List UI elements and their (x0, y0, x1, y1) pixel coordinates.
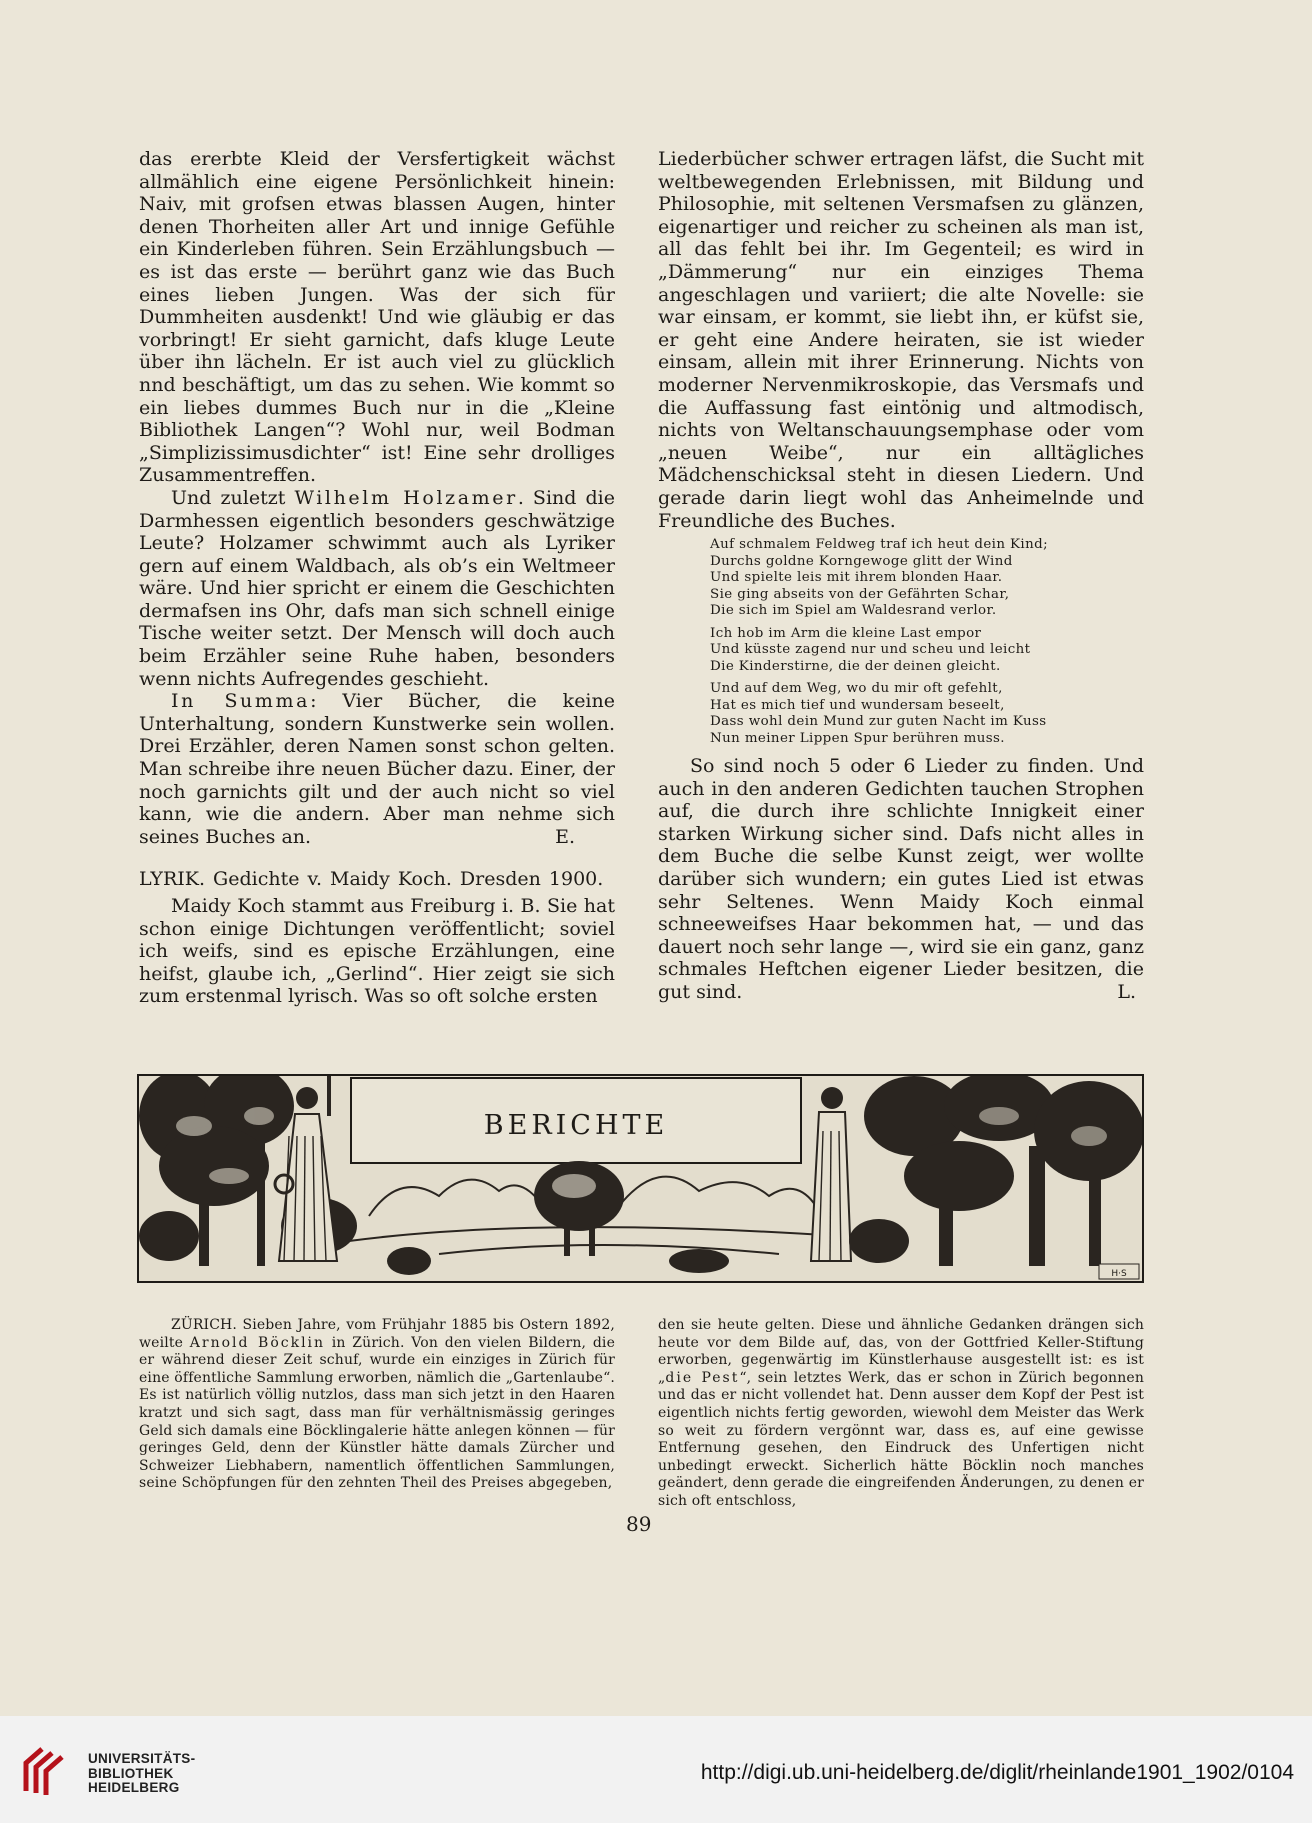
report-left (139, 1317, 615, 1493)
verse-line: Die Kinderstirne, die der deinen gleicht. (710, 658, 1001, 674)
paragraph (658, 1317, 1144, 1511)
banner-title: BERICHTE (483, 1110, 669, 1141)
paragraph: das ererbte Kleid der Versfertigkeit wächst allmählich eine eigene Persönlichkeit hinein: Naiv, mit grofsen etwas blassen Augen, hinter denen Thorheiten aller Art und innige Gefühle ein Kinderleben führen. Sein Erzählungsbuch — es ist das erste — berührt ganz wie das Buch eines lieben Jungen. Was der sich für Dummheiten ausdenkt! Und wie gläubig er das vorbringt! Er sieht garnicht, dafs kluge Leute über ihn lächeln. Er ist auch viel zu glücklich nnd beschäftigt, um das zu sehen. Wie kommt so ein liebes dummes Buch nur in die „Kleine Bibliothek Langen“? Wohl nur, weil Bodman „Simplizissimusdichter“ ist! Eine sehr drolliges Zusammentreffen. (139, 148, 615, 487)
paragraph (658, 755, 1144, 1004)
artist-name: Arnold Böcklin (189, 1334, 326, 1351)
right-column (658, 148, 1144, 1004)
poem (710, 537, 1144, 747)
text: : Vier Bücher, die keine Unterhaltung, sondern Kunstwerke sein wollen. Drei Erzähler, deren Namen sonst schon gelten. Man schreibe ihre neuen Bücher dazu. Einer, der noch garnichts gilt und der auch nicht so viel kann, wie die andern. Aber man nehme sich seines Buches an. (139, 690, 615, 848)
library-logo-icon (20, 1741, 78, 1799)
library-name-line: UNIVERSITÄTS- (88, 1751, 196, 1766)
paragraph: Liederbücher schwer ertragen läfst, die Sucht mit weltbewegenden Erlebnissen, mit Bildung und Philosophie, mit seltenen Versmafsen zu glänzen, eigenartiger und reicher zu scheinen als man ist, all das fehlt bei ihr. Im Gegenteil; es wird in „Dämmerung“ nur ein einziges Thema angeschlagen und variiert; die alte Novelle: sie war einsam, er kommt, sie liebt ihn, er küfst sie, er geht eine Andere heiraten, sie ist wieder einsam, allein mit ihrer Erinnerung. Nichts von moderner Nervenmikroskopie, das Versmafs und die Auffassung fast eintönig und altmodisch, nichts von Weltanschauungsemphase oder vom „neuen Weibe“, nur ein alltägliches Mädchenschicksal steht in diesen Liedern. Und gerade darin liegt wohl das Anheimelnde und Freundliche des Buches. (658, 148, 1144, 532)
artist-monogram: H·S (1111, 1269, 1127, 1279)
artwork-title: die Pest (665, 1369, 740, 1386)
verse-line: Und spielte leis mit ihrem blonden Haar. (710, 570, 1003, 586)
stanza (710, 681, 1144, 747)
text: . Sind die Darmhessen eigentlich besonders geschwätzige Leute? Holzamer schwimmt auch als Lyriker gern auf einem Waldbach, als ob’s ein Weltmeer wäre. Und hier spricht er einem die Geschichten dermafsen ins Ohr, dafs man sich schnell einige Tische weiter setzt. Der Mensch will doch auch beim Erzähler seine Ruhe haben, besonders wenn nichts Aufregendes geschieht. (139, 486, 615, 690)
stanza (710, 626, 1144, 676)
text: in Zürich. Von den vielen Bildern, die er während dieser Zeit schuf, wurde ein einziges in Zürich für eine öffentliche Sammlung erworben, nämlich die „Gartenlaube“. Es ist natürlich völlig nutzlos, dass man sich jetzt in den Haaren kratzt und sich sagt, dass man für verhältnismässig geringes Geld sich damals eine Böcklingalerie hätte anlegen können — für geringes Geld, denn der Künstler hätte damals Zürcher und Schweizer Liebhabern, namentlich öffentlichen Sammlungen, seine Schöpfungen für den zehnten Theil des Preises abgegeben, (139, 1334, 615, 1492)
berichte-banner (137, 1074, 1144, 1283)
left-column (139, 148, 615, 1008)
verse-line: Und küsste zagend nur und scheu und leicht (710, 642, 1031, 658)
verse-line: Dass wohl dein Mund zur guten Nacht im Kuss (710, 714, 1047, 730)
paragraph (139, 1317, 615, 1493)
signature: L. (1117, 981, 1136, 1004)
text: “, sein letztes Werk, das er schon in Zürich begonnen und das er nicht vollendet hat. Denn ausser dem Kopf der Pest ist eigentlich nichts fertig geworden, wiewohl dem Meister das Werk so weit zu fördern vergönnt war, dass es, auf eine gewisse Entfernung gesehen, den Eindruck des Unfertigen nicht unbedingt erweckt. Sicherlich hätte Böcklin noch manches geändert, denn gerade die eingreifenden Änderungen, zu denen er sich oft entschloss, (658, 1369, 1144, 1509)
verse-line: Durchs goldne Korngewoge glitt der Wind (710, 553, 1013, 569)
page-number: 89 (626, 1512, 652, 1536)
paragraph (139, 690, 615, 848)
text: den sie heute gelten. Diese und ähnliche Gedanken drängen sich heute vor dem Bilde auf, das, von der Gottfried Keller-Stiftung erworben, gegenwärtig im Künstlerhause ausgestellt ist: es ist „ (658, 1317, 1144, 1386)
author-name: Wilhelm Holzamer (294, 486, 518, 509)
stanza (710, 537, 1144, 620)
banner-illustration (139, 1076, 1142, 1281)
verse-line: Auf schmalem Feldweg traf ich heut dein Kind; (710, 537, 1049, 553)
verse-line: Nun meiner Lippen Spur berühren muss. (710, 730, 1005, 746)
verse-line: Und auf dem Weg, wo du mir oft gefehlt, (710, 681, 1003, 697)
paragraph (139, 487, 615, 690)
source-url-link[interactable]: http://digi.ub.uni-heidelberg.de/diglit/rheinlande1901_1902/0104 (700, 1761, 1294, 1784)
library-name (88, 1752, 195, 1796)
verse-line: Hat es mich tief und wundersam beseelt, (710, 697, 1005, 713)
emphasis: In Summa (171, 690, 311, 713)
report-right (658, 1317, 1144, 1511)
paragraph: Maidy Koch stammt aus Freiburg i. B. Sie hat schon einige Dichtungen veröffentlicht; soviel ich weifs, sind es epische Erzählungen, eine heifst, glaube ich, „Gerlind“. Hier zeigt sie sich zum erstenmal lyrisch. Was so oft solche ersten (139, 895, 615, 1008)
digitization-footer (0, 1716, 1312, 1823)
library-name-line: HEIDELBERG (88, 1780, 180, 1795)
section-heading: LYRIK. Gedichte v. Maidy Koch. Dresden 1900. (139, 868, 604, 891)
verse-line: Sie ging abseits von der Gefährten Schar, (710, 586, 1010, 602)
library-name-line: BIBLIOTHEK (88, 1765, 174, 1781)
signature: E. (555, 825, 575, 848)
text: ZÜRICH. Sieben Jahre, vom Frühjahr 1885 bis Ostern 1892, weilte (139, 1317, 615, 1351)
text: So sind noch 5 oder 6 Lieder zu finden. Und auch in den anderen Gedichten tauchen Strophen auf, die durch ihre schlichte Innigkeit einer starken Wirkung sicher sind. Dafs nicht alles in dem Buche die selbe Kunst zeigt, wer wollte darüber sich wundern; ein gutes Lied ist etwas sehr Seltenes. Wenn Maidy Koch einmal schneeweifses Haar bekommen hat, — und das dauert noch sehr lange —, wird sie ein ganz, ganz schmales Heftchen eigener Lieder besitzen, die gut sind. (658, 755, 1144, 1004)
verse-line: Die sich im Spiel am Waldesrand verlor. (710, 603, 997, 619)
verse-line: Ich hob im Arm die kleine Last empor (710, 625, 982, 641)
text: Und zuletzt (171, 486, 295, 509)
